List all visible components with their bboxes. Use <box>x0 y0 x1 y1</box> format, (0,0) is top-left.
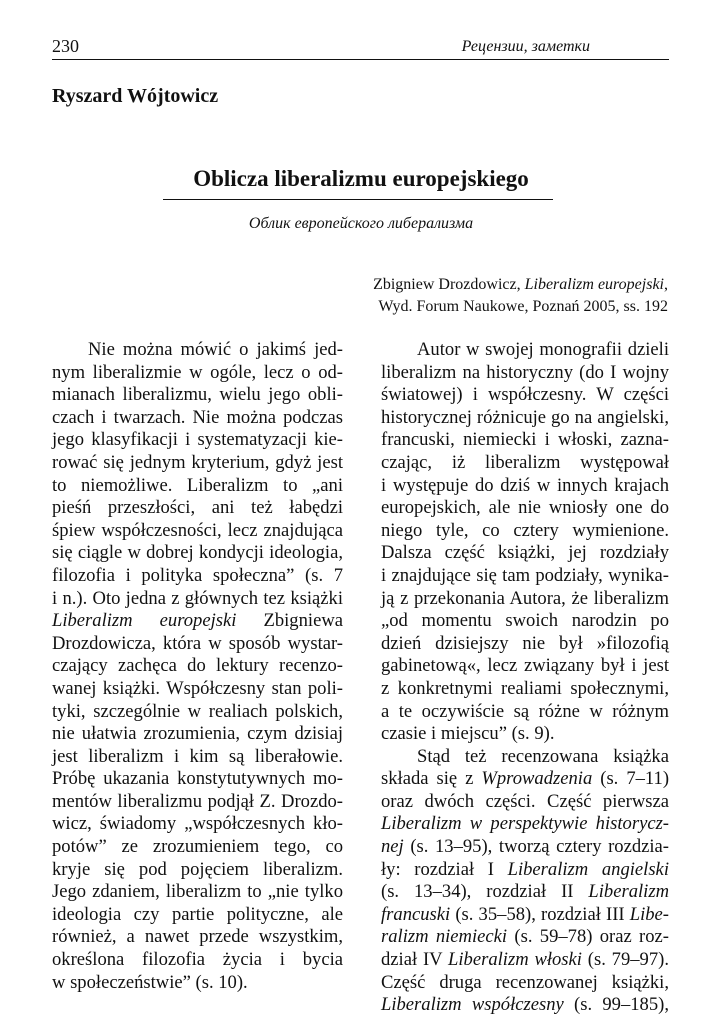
text-line: „od momentu swoich narodzin po <box>381 610 669 632</box>
text-line: Autor w swojej monografii dzieli <box>417 339 669 360</box>
text-line: dzień dzisiejszy nie był »filozofią <box>381 632 669 654</box>
text-line: i znajdujące się tam podziały, wynika- <box>381 564 669 586</box>
text-line: i występuje do dziś w innych krajach <box>381 474 669 496</box>
text-line: niego tyle, co cztery wymienione. <box>381 519 669 541</box>
text-line: Dalsza część książki, jej rozdziały <box>381 542 669 564</box>
text-line: pieśń przeszłości, ani też łabędzi <box>52 497 343 519</box>
text-line: czasie i miejscu” (s. 9). <box>381 723 555 745</box>
text-line: również, a nawet przede wszystkim, <box>52 926 343 948</box>
article-subtitle: Облик европейского либерализма <box>248 215 474 232</box>
page-number: 230 <box>52 36 79 56</box>
text-line: Nie można mówić o jakimś jed- <box>88 339 343 360</box>
text-line: liberalizm na historyczny (do I wojny <box>381 361 669 383</box>
text-line: Liberalizm europejski Zbigniewa <box>52 610 343 632</box>
reviewed-work-citation <box>248 274 668 318</box>
citation-line-2: Wyd. Forum Naukowe, Poznań 2005, ss. 192 <box>378 298 668 315</box>
text-line: Próbę ukazania konstytutywnych mo- <box>52 768 343 790</box>
text-line: i n.). Oto jedna z głównych tez książki <box>52 587 343 609</box>
text-line: nie ułatwia zrozumienia, czym dzisiaj <box>52 723 343 745</box>
text-line: kryje się pod pojęciem liberalizm. <box>52 858 343 880</box>
reviewed-book-title: Liberalizm europejski <box>524 276 664 293</box>
text-line: czając, iż liberalizm występował <box>381 451 669 473</box>
right-text-column <box>381 339 669 1017</box>
text-line: dział IV Liberalizm włoski (s. 79–97). <box>381 949 669 971</box>
text-line: oraz dwóch części. Część pierwsza <box>381 790 669 812</box>
text-line: mentów liberalizmu podjął Z. Drozdo- <box>52 790 343 812</box>
text-line: ją z przekonania Autora, że liberalizm <box>381 587 669 609</box>
text-line: jest liberalizm i kim są liberałowie. <box>52 745 343 767</box>
text-line: ideologia czy partie polityczne, ale <box>52 903 343 925</box>
text-line: a te oczywiście są różne w różnym <box>381 700 669 722</box>
text-line: Liberalizm w perspektywie historycz- <box>381 813 669 835</box>
text-line: wanej książki. Współczesny stan poli- <box>52 677 343 699</box>
text-line: Jego zdaniem, liberalizm to „nie tylko <box>52 881 343 903</box>
text-line: się ciągle w dobrej kondycji ideologia, <box>52 542 343 564</box>
text-line: ły: rozdział I Liberalizm angielski <box>381 858 669 880</box>
text-line: francuski, niemiecki i włoski, zazna- <box>381 429 669 451</box>
text-line: nym liberalizmie w ogóle, lecz o od- <box>52 361 343 383</box>
text-line: określona filozofia życia i bycia <box>52 949 343 971</box>
text-line: nej (s. 13–95), tworzą cztery rozdzia- <box>381 836 669 858</box>
text-line: Stąd też recenzowana książka <box>417 745 669 767</box>
text-line: czający zachęca do lektury recenzo- <box>52 655 343 677</box>
text-line: Liberalizm współczesny (s. 99–185), <box>381 994 669 1016</box>
text-line: tyki, szczególnie w realiach polskich, <box>52 700 343 722</box>
text-line: Część druga recenzowanej książki, <box>381 971 669 993</box>
text-line: ralizm niemiecki (s. 59–78) oraz roz- <box>381 926 669 948</box>
text-line: (s. 13–34), rozdział II Liberalizm <box>381 881 669 903</box>
text-line: europejskich, ale nie wniosły one do <box>381 497 669 519</box>
text-line: historycznej różnicuje go na angielski, <box>381 406 669 428</box>
text-line: śpiew współczesności, lecz znajdująca <box>52 519 343 541</box>
citation-line-1: Zbigniew Drozdowicz, Liberalizm europejski, <box>373 276 668 293</box>
text-line: Drozdowicza, która w sposób wystar- <box>52 632 343 654</box>
left-text-column <box>52 339 343 994</box>
text-line: rować się jednym kryterium, gdyż jest <box>52 451 343 473</box>
text-line: wicz, świadomy „współczesnych kło- <box>52 813 343 835</box>
text-line: jego klasyfikacji i systematyzacji kie- <box>52 429 343 451</box>
text-line: potów” ze zrozumieniem tego, co <box>52 836 343 858</box>
title-rule <box>163 199 553 200</box>
text-line: składa się z Wprowadzenia (s. 7–11) <box>381 768 670 790</box>
text-line: w społeczeństwie” (s. 10). <box>52 971 248 993</box>
running-title: Рецензии, заметки <box>461 38 590 55</box>
text-line: francuski (s. 35–58), rozdział III Libe- <box>381 903 669 925</box>
text-line: to niemożliwe. Liberalizm to „ani <box>52 474 343 496</box>
article-title: Oblicza liberalizmu europejskiego <box>193 166 529 191</box>
text-line: mianach liberalizmu, wielu jego obli- <box>52 384 343 406</box>
text-line: filozofia i polityka społeczna” (s. 7 <box>52 564 343 586</box>
running-head <box>52 34 670 58</box>
text-line: czach i twarzach. Nie można podczas <box>52 406 343 428</box>
text-line: z konkretnymi realiami społecznymi, <box>381 677 669 699</box>
author-name: Ryszard Wójtowicz <box>52 85 219 107</box>
header-rule <box>52 59 669 60</box>
text-line: światowej) i współczesny. W części <box>381 384 669 406</box>
text-line: gabinetową«, lecz związany był i jest <box>381 655 669 677</box>
